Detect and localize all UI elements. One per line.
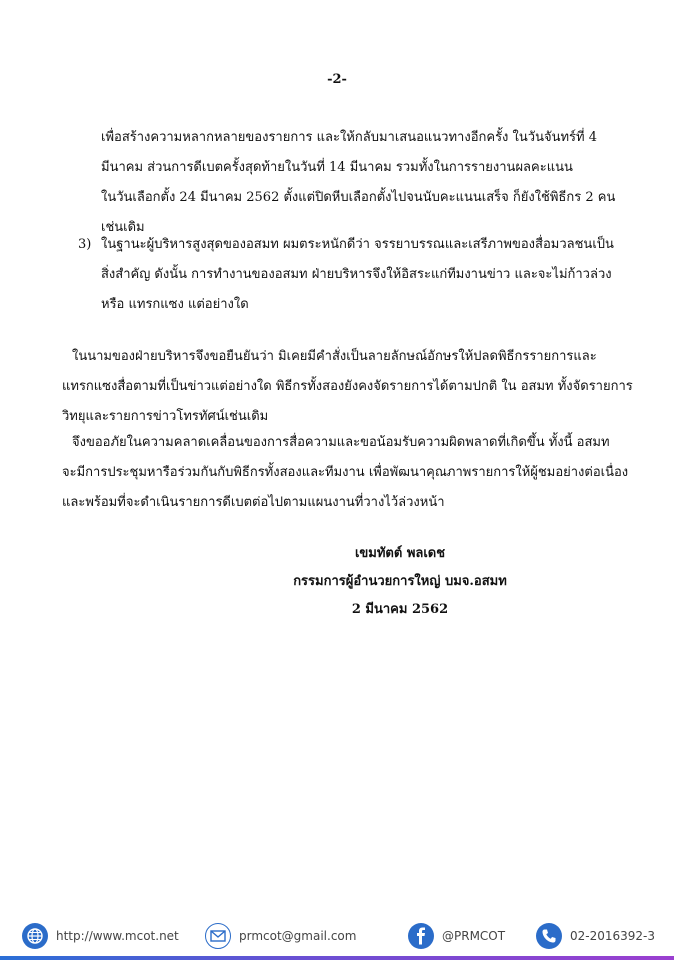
text-line: เช่นเดิม: [101, 220, 145, 235]
list-item-text: [101, 230, 641, 320]
footer-gradient-bar: [0, 956, 674, 960]
paragraph-continuation: [101, 123, 641, 243]
page-number: -2-: [327, 72, 347, 87]
document-date: 2 มีนาคม 2562: [351, 602, 449, 617]
text-line: จึงขออภัยในความคลาดเคลื่อนของการสื่อความและขอน้อมรับความผิดพลาดที่เกิดขึ้น ทั้งนี้ อสมท: [72, 435, 610, 450]
paragraph-apology: [62, 428, 642, 518]
text-line: แทรกแซงสื่อตามที่เป็นข่าวแต่อย่างใด พิธีกรทั้งสองยังคงจัดรายการได้ตามปกติ ใน อสมท ทั้งจัดรายการ: [62, 379, 633, 394]
text-line: มีนาคม ส่วนการดีเบตครั้งสุดท้ายในวันที่ 14 มีนาคม รวมทั้งในการรายงานผลคะแนน: [101, 160, 573, 175]
text-line: ในนามของฝ่ายบริหารจึงขอยืนยันว่า มิเคยมีคำสั่งเป็นลายลักษณ์อักษรให้ปลดพิธีกรรายการและ: [72, 349, 597, 364]
footer-email[interactable]: [205, 920, 356, 952]
email-link[interactable]: prmcot@gmail.com: [239, 929, 357, 943]
facebook-handle[interactable]: @PRMCOT: [442, 929, 506, 943]
text-line: วิทยุและรายการข่าวโทรทัศน์เช่นเดิม: [62, 409, 269, 424]
footer-website[interactable]: [22, 920, 179, 952]
phone-number[interactable]: 02-2016392-3: [570, 929, 656, 943]
footer-facebook[interactable]: [408, 920, 505, 952]
facebook-icon: [408, 923, 434, 949]
signatory-title: กรรมการผู้อำนวยการใหญ่ บมจ.อสมท: [293, 574, 507, 589]
signatory-name: เขมทัตต์ พลเดช: [354, 546, 446, 561]
text-line: หรือ แทรกแซง แต่อย่างใด: [101, 297, 249, 312]
paragraph-confirmation: [62, 342, 642, 432]
text-line: ในฐานะผู้บริหารสูงสุดของอสมท ผมตระหนักดีว่า จรรยาบรรณและเสรีภาพของสื่อมวลชนเป็น: [101, 237, 614, 252]
envelope-icon: [205, 923, 231, 949]
text-line: จะมีการประชุมหารือร่วมกันกับพิธีกรทั้งสองและทีมงาน เพื่อพัฒนาคุณภาพรายการให้ผู้ชมอย่างต่อเนื่อง: [62, 465, 629, 480]
footer-phone[interactable]: [536, 920, 655, 952]
text-line: สิ่งสำคัญ ดังนั้น การทำงานของอสมท ฝ่ายบริหารจึงให้อิสระแก่ทีมงานข่าว และจะไม่ก้าวล่วง: [101, 267, 612, 282]
text-line: เพื่อสร้างความหลากหลายของรายการ และให้กลับมาเสนอแนวทางอีกครั้ง ในวันจันทร์ที่ 4: [101, 130, 597, 145]
footer: [0, 912, 674, 960]
list-item-number: 3): [78, 237, 92, 252]
text-line: ในวันเลือกตั้ง 24 มีนาคม 2562 ตั้งแต่ปิดหีบเลือกตั้งไปจนนับคะแนนเสร็จ ก็ยังใช้พิธีกร 2 คน: [101, 190, 616, 205]
website-link[interactable]: http://www.mcot.net: [56, 929, 179, 943]
globe-icon: [22, 923, 48, 949]
phone-icon: [536, 923, 562, 949]
signature-block: [280, 540, 520, 624]
text-line: และพร้อมที่จะดำเนินรายการดีเบตต่อไปตามแผนงานที่วางไว้ล่วงหน้า: [62, 495, 445, 510]
